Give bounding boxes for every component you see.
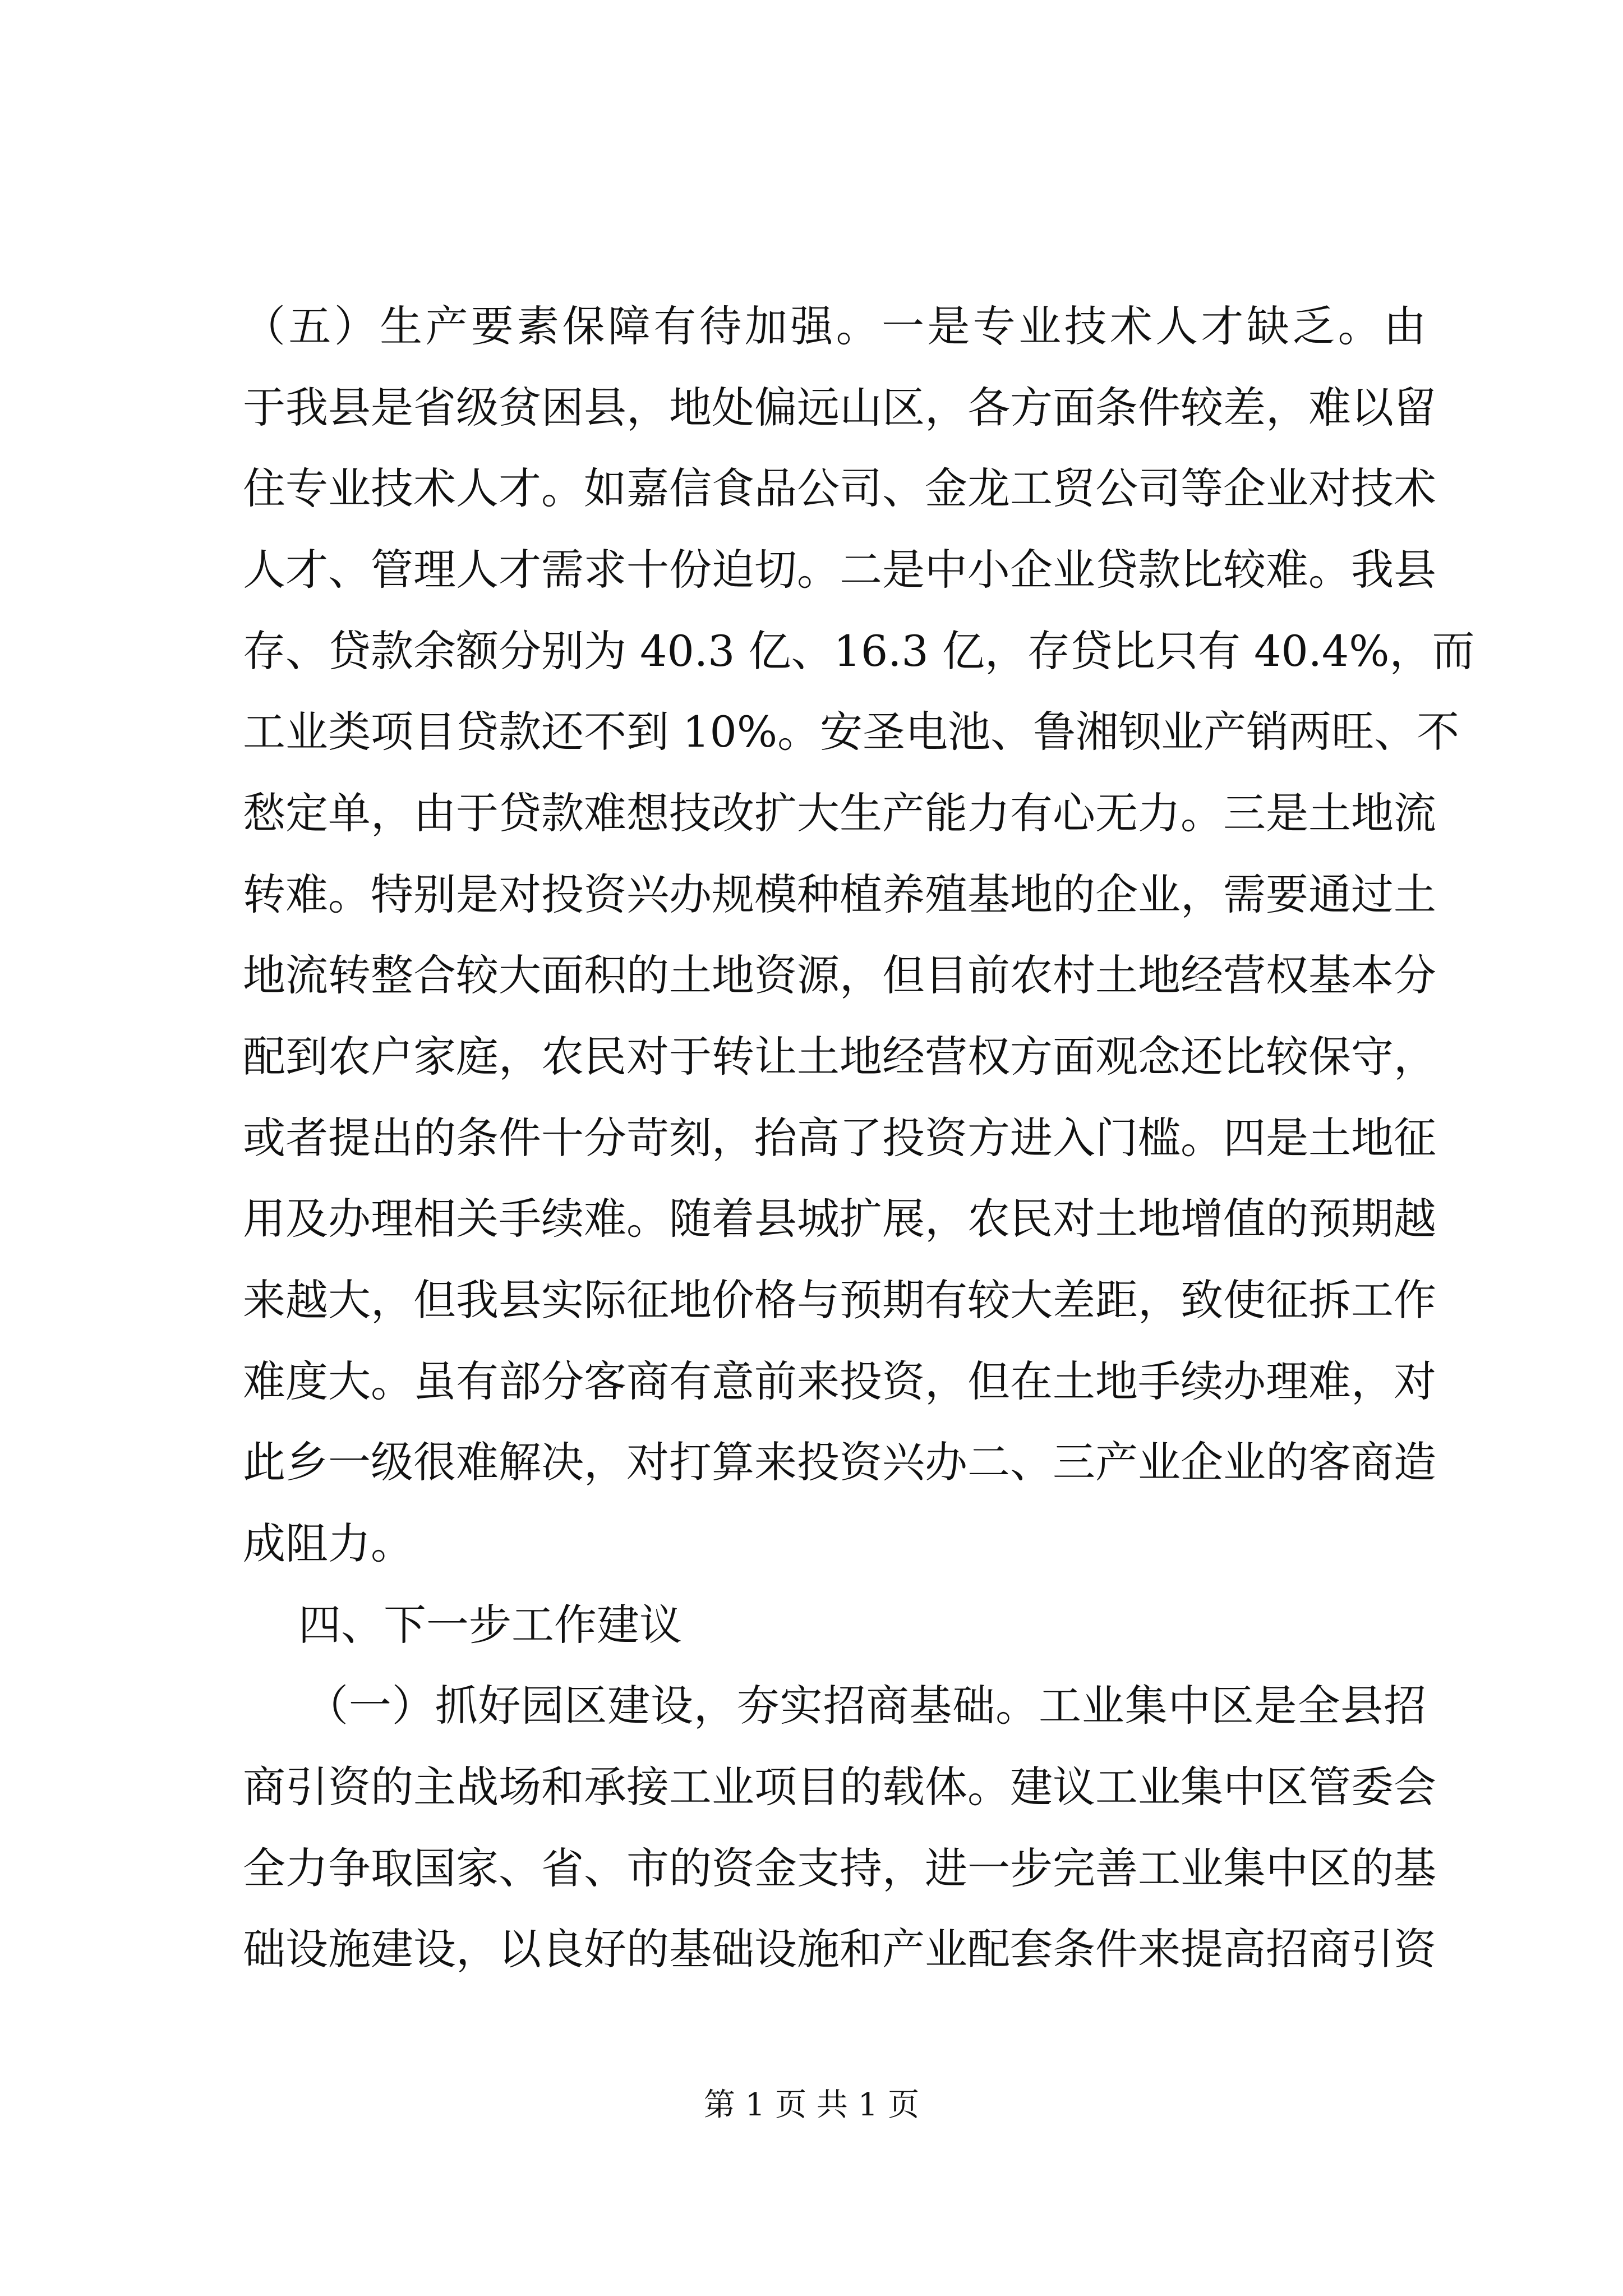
paragraph-5-line-15: 此乡一级很难解决，对打算来投资兴办二、三产业企业的客商造: [243, 1437, 1436, 1487]
paragraph-5-line-14: 难度大。虽有部分客商有意前来投资，但在土地手续办理难，对: [243, 1356, 1436, 1406]
paragraph-5-line-2: 于我县是省级贫困县，地处偏远山区，各方面条件较差，难以留: [243, 383, 1436, 432]
paragraph-5-line-9: 地流转整合较大面积的土地资源，但目前农村土地经营权基本分: [243, 950, 1436, 1000]
paragraph-1-line-3: 全力争取国家、省、市的资金支持，进一步完善工业集中区的基: [243, 1843, 1436, 1893]
paragraph-5-line-6: 工业类项目贷款还不到 10%。安圣电池、鲁湘钡业产销两旺、不: [243, 707, 1460, 757]
paragraph-5-line-1: （五）生产要素保障有待加强。一是专业技术人才缺乏。由: [243, 301, 1426, 351]
paragraph-5-line-5: 存、贷款余额分别为 40.3 亿、16.3 亿，存贷比只有 40.4%，而: [243, 626, 1475, 676]
paragraph-5-line-16: 成阻力。: [243, 1519, 413, 1568]
paragraph-5-line-3: 住专业技术人才。如嘉信食品公司、金龙工贸公司等企业对技术: [243, 463, 1436, 513]
paragraph-5-line-12: 用及办理相关手续难。随着县城扩展，农民对土地增值的预期越: [243, 1194, 1436, 1244]
paragraph-5-line-8: 转难。特别是对投资兴办规模种植养殖基地的企业，需要通过土: [243, 869, 1436, 919]
paragraph-1-line-1: （一）抓好园区建设，夯实招商基础。工业集中区是全县招: [306, 1681, 1426, 1731]
paragraph-5-line-11: 或者提出的条件十分苛刻，抬高了投资方进入门槛。四是土地征: [243, 1113, 1436, 1163]
paragraph-1-line-4: 础设施建设，以良好的基础设施和产业配套条件来提高招商引资: [243, 1924, 1436, 1974]
paragraph-5-line-13: 来越大，但我县实际征地价格与预期有较大差距，致使征拆工作: [243, 1275, 1436, 1325]
section-heading-4: 四、下一步工作建议: [298, 1600, 682, 1650]
paragraph-5-line-10: 配到农户家庭，农民对于转让土地经营权方面观念还比较保守，: [243, 1032, 1436, 1082]
paragraph-5-line-7: 愁定单，由于贷款难想技改扩大生产能力有心无力。三是土地流: [243, 788, 1436, 838]
paragraph-5-line-4: 人才、管理人才需求十份迫切。二是中小企业贷款比较难。我县: [243, 545, 1436, 595]
page-number-footer: 第 1 页 共 1 页: [703, 2087, 920, 2123]
paragraph-1-line-2: 商引资的主战场和承接工业项目的载体。建议工业集中区管委会: [243, 1762, 1436, 1812]
